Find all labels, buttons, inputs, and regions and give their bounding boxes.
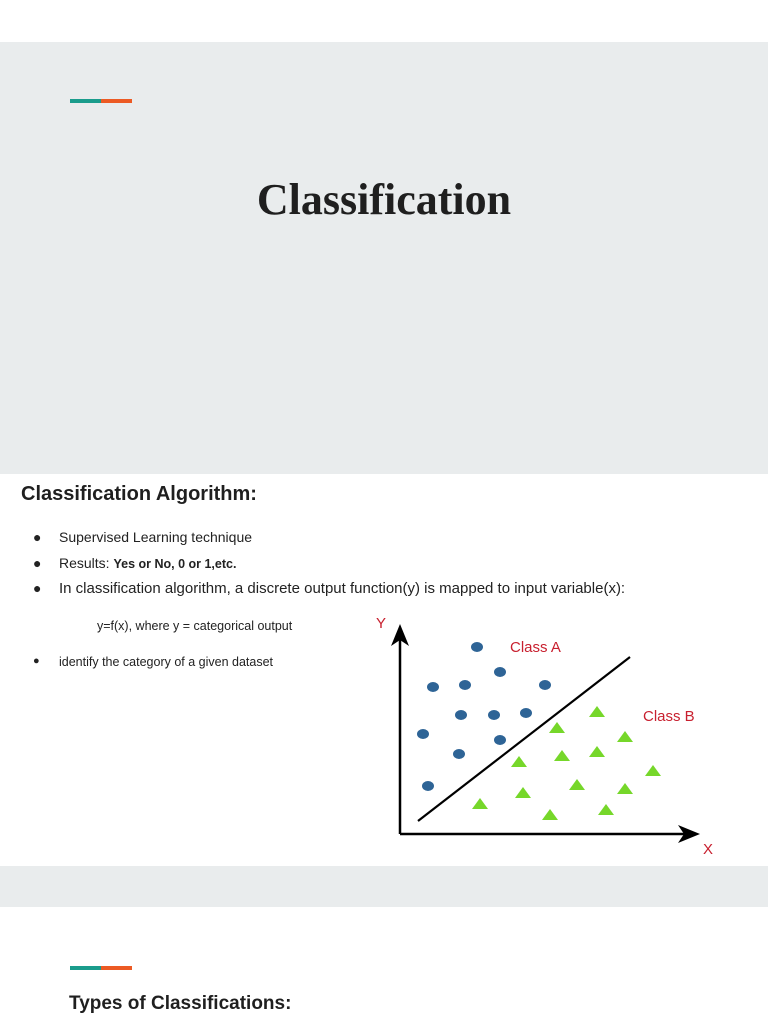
accent-orange <box>101 966 132 970</box>
class-a-point <box>539 680 551 690</box>
title-slide <box>0 42 768 474</box>
class-b-point <box>554 750 570 761</box>
bullet-dot: ● <box>33 529 42 545</box>
class-a-label: Class A <box>510 639 561 656</box>
accent-bar-bottom <box>70 966 132 970</box>
bullet-dot: ● <box>33 555 42 571</box>
bullet-text: In classification algorithm, a discrete output function(y) is mapped to input variable(x): <box>59 580 626 597</box>
accent-orange <box>101 99 132 103</box>
class-a-point <box>494 667 506 677</box>
class-a-point <box>471 642 483 652</box>
bullet-text: Supervised Learning technique <box>59 529 253 545</box>
slide-title: Classification <box>256 175 512 224</box>
class-a-point <box>453 749 465 759</box>
accent-bar-top <box>70 99 132 103</box>
types-heading: Types of Classifications: <box>69 993 292 1014</box>
accent-teal <box>70 99 101 103</box>
class-b-point <box>549 722 565 733</box>
class-b-point <box>598 804 614 815</box>
class-b-point <box>569 779 585 790</box>
slide-separator <box>0 866 768 907</box>
class-b-point <box>645 765 661 776</box>
bullet-dot: ● <box>33 580 42 596</box>
class-b-label: Class B <box>643 708 695 725</box>
results-values: Yes or No, 0 or 1,etc. <box>113 557 237 571</box>
section-heading: Classification Algorithm: <box>21 483 257 505</box>
bullet-text-wrap <box>59 555 236 571</box>
class-a-point <box>422 781 434 791</box>
class-a-point <box>427 682 439 692</box>
class-a-point <box>417 729 429 739</box>
class-b-point <box>589 746 605 757</box>
results-label: Results: <box>59 555 114 571</box>
class-a-point <box>520 708 532 718</box>
class-b-point <box>589 706 605 717</box>
class-a-point <box>488 710 500 720</box>
class-a-point <box>459 680 471 690</box>
class-b-point <box>515 787 531 798</box>
bullet-text: identify the category of a given dataset <box>59 655 274 669</box>
formula-text: y=f(x), where y = categorical output <box>97 619 293 633</box>
classification-chart <box>360 605 720 860</box>
class-b-point <box>542 809 558 820</box>
class-b-point <box>617 731 633 742</box>
accent-teal <box>70 966 101 970</box>
bullet-dot: ● <box>33 655 40 667</box>
y-axis-label: Y <box>376 615 387 632</box>
class-b-point <box>511 756 527 767</box>
class-a-point <box>494 735 506 745</box>
class-b-point <box>472 798 488 809</box>
class-b-point <box>617 783 633 794</box>
class-a-point <box>455 710 467 720</box>
x-axis-label: X <box>703 841 714 858</box>
